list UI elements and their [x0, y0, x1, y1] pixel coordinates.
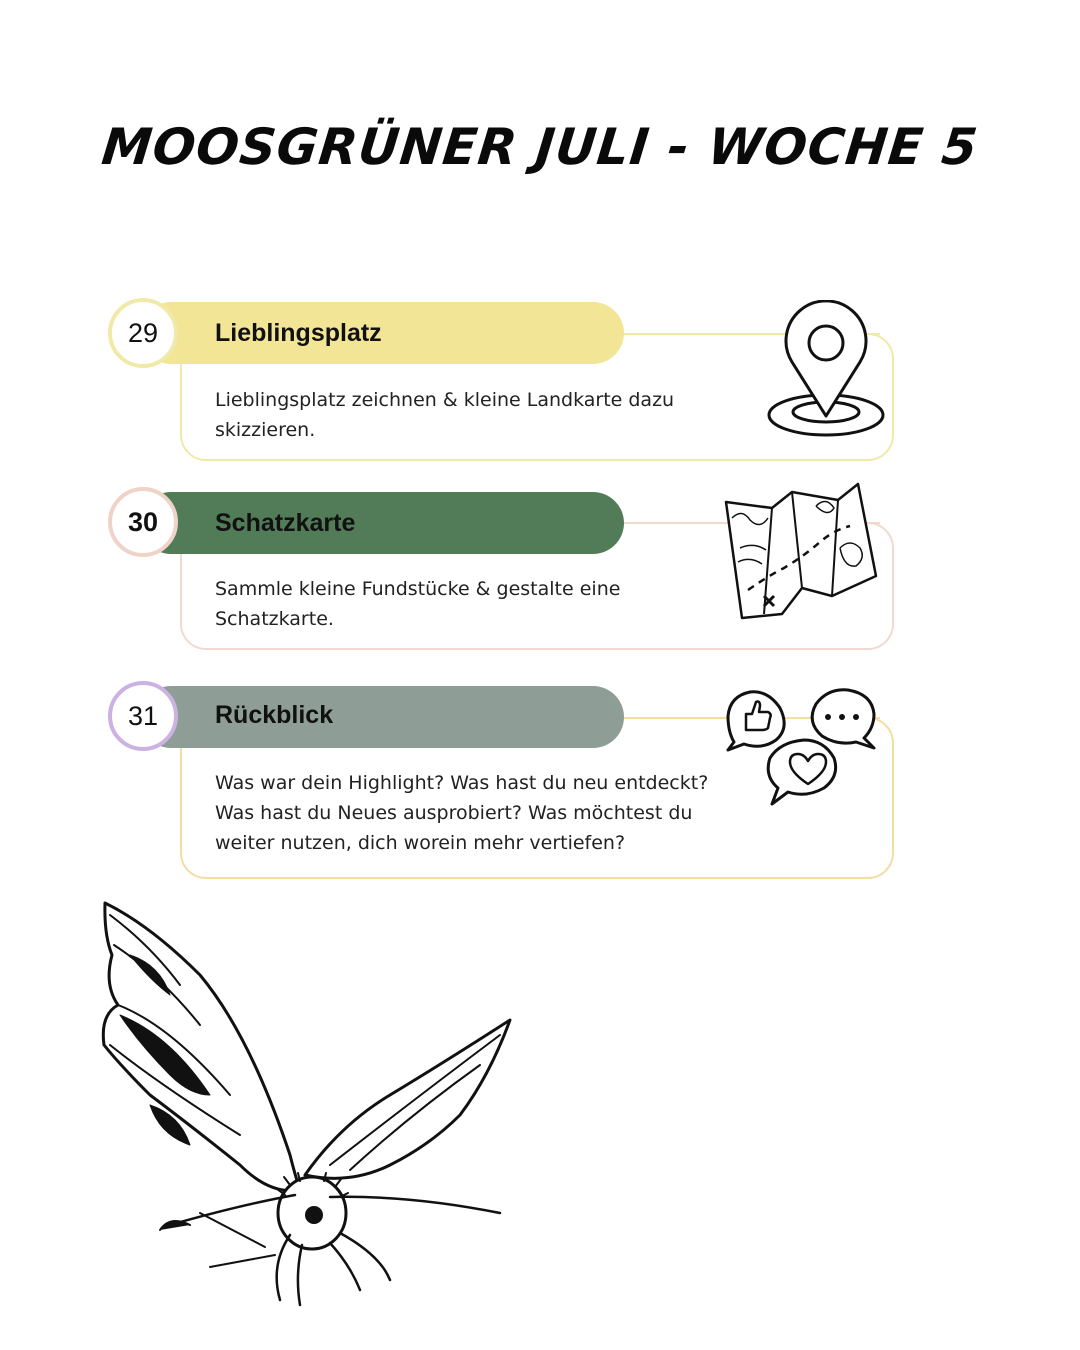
- heading-pill: [140, 492, 624, 554]
- page-title: MOOSGRÜNER JULI - WOCHE 5: [99, 118, 981, 176]
- heading-pill: [140, 302, 624, 364]
- day-badge: 31: [108, 681, 178, 751]
- item-heading: Rückblick: [215, 701, 334, 729]
- item-description: Was war dein Highlight? Was hast du neu entdeckt? Was hast du Neues ausprobiert? Was möchtest du weiter nutzen, dich worein mehr vertiefen?: [215, 772, 709, 854]
- item-description: Lieblingsplatz zeichnen & kleine Landkarte dazu skizzieren.: [215, 389, 675, 441]
- treasure-map-icon: [720, 478, 880, 628]
- item-description: Sammle kleine Fundstücke & gestalte eine Schatzkarte.: [215, 578, 621, 630]
- item-heading: Schatzkarte: [215, 509, 356, 537]
- day-badge: 30: [108, 487, 178, 557]
- map-pin-icon: [764, 300, 888, 442]
- day-badge: 29: [108, 298, 178, 368]
- item-heading: Lieblingsplatz: [215, 319, 382, 347]
- moth-illustration: [90, 895, 530, 1315]
- heading-pill: [140, 686, 624, 748]
- speech-bubbles-icon: [724, 684, 880, 812]
